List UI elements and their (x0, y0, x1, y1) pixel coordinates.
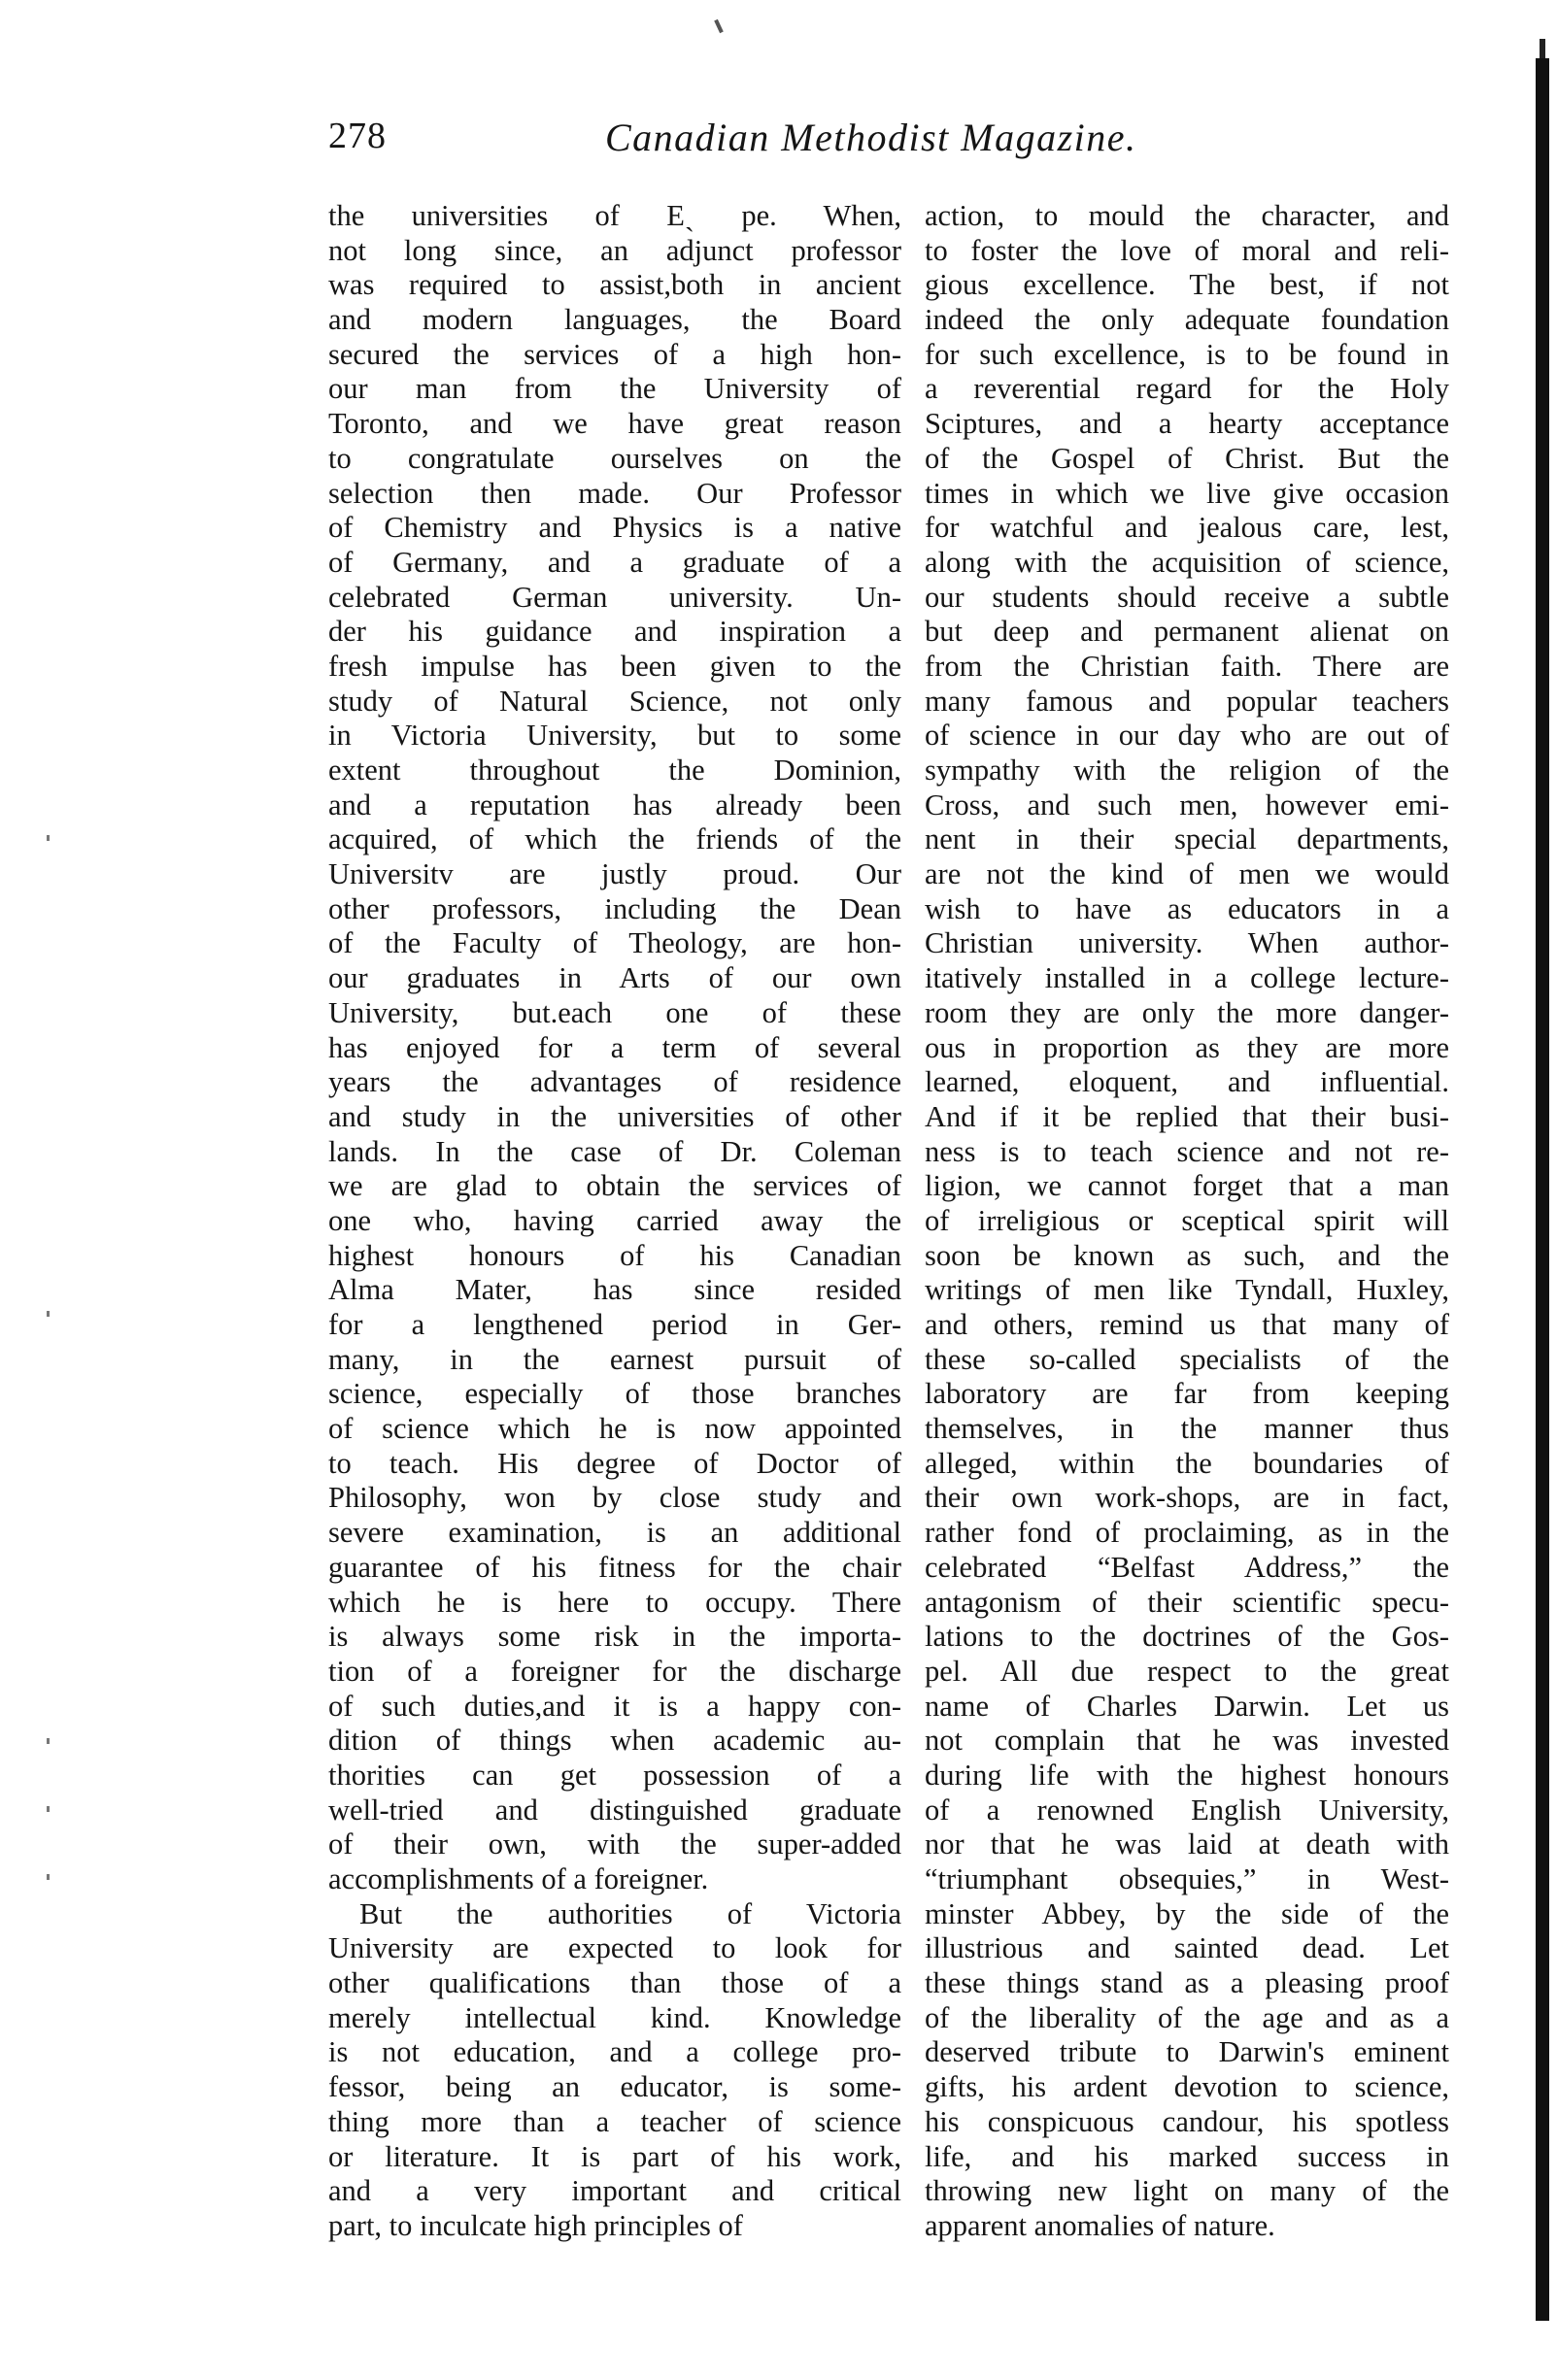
right-text-column (925, 199, 1449, 2244)
text-line: itatively installed in a college lecture- (925, 961, 1449, 995)
text-line: for such excellence, is to be found in (925, 337, 1449, 371)
text-line: one who, having carried away the (328, 1203, 901, 1237)
text-line: life, and his marked success in (925, 2139, 1449, 2173)
text-line: fresh impulse has been given to the (328, 649, 901, 683)
text-line: antagonism of their scientific specu- (925, 1585, 1449, 1619)
text-line: of irreligious or sceptical spirit will (925, 1203, 1449, 1237)
text-line: many famous and popular teachers (925, 684, 1449, 718)
text-line: of the liberality of the age and as a (925, 2000, 1449, 2034)
text-line: along with the acquisition of science, (925, 545, 1449, 579)
text-line: not long since, an adjunct professor (328, 233, 901, 267)
text-line: tion of a foreigner for the discharge (328, 1654, 901, 1688)
text-line: And if it be replied that their busi- (925, 1099, 1449, 1133)
text-line: deserved tribute to Darwin's eminent (925, 2035, 1449, 2069)
text-line: extent throughout the Dominion, (328, 754, 901, 787)
text-line: ligion, we cannot forget that a man (925, 1169, 1449, 1203)
text-line: which he is here to occupy. There (328, 1585, 901, 1619)
text-line: University, but.each one of these (328, 995, 901, 1029)
text-line: of Chemistry and Physics is a native (328, 511, 901, 545)
text-line: nent in their special departments, (925, 822, 1449, 856)
text-line: Christian university. When author- (925, 926, 1449, 960)
text-line: pel. All due respect to the great (925, 1654, 1449, 1688)
scan-speck (47, 1311, 50, 1317)
text-line: to congratulate ourselves on the (328, 441, 901, 475)
text-line: well-tried and distinguished graduate (328, 1793, 901, 1827)
text-line: University are expected to look for (328, 1931, 901, 1965)
scan-speck (47, 1874, 50, 1880)
text-line: der his guidance and inspiration a (328, 615, 901, 649)
text-line: but deep and permanent alienat on (925, 615, 1449, 649)
text-line: science, especially of those branches (328, 1377, 901, 1411)
text-line: for watchful and jealous care, lest, (925, 511, 1449, 545)
text-line: for a lengthened period in Ger- (328, 1308, 901, 1341)
text-line: study of Natural Science, not only (328, 684, 901, 718)
text-line: lands. In the case of Dr. Coleman (328, 1134, 901, 1168)
text-line: of such duties,and it is a happy con- (328, 1689, 901, 1723)
text-line: is not education, and a college pro- (328, 2035, 901, 2069)
text-line: sympathy with the religion of the (925, 754, 1449, 787)
text-line: of Germany, and a graduate of a (328, 545, 901, 579)
text-line: and study in the universities of other (328, 1099, 901, 1133)
scan-speck (47, 1738, 50, 1744)
text-line: guarantee of his fitness for the chair (328, 1550, 901, 1584)
text-line: these so-called specialists of the (925, 1342, 1449, 1376)
text-line: writings of men like Tyndall, Huxley, (925, 1273, 1449, 1307)
text-line: soon be known as such, and the (925, 1238, 1449, 1272)
left-text-column (328, 199, 901, 2244)
text-line: celebrated “Belfast Address,” the (925, 1550, 1449, 1584)
text-line: lations to the doctrines of the Gos- (925, 1620, 1449, 1654)
scan-speck (47, 835, 50, 841)
text-line: illustrious and sainted dead. Let (925, 1931, 1449, 1965)
text-line: room they are only the more danger- (925, 995, 1449, 1029)
text-line: dition of things when academic au- (328, 1724, 901, 1758)
text-line: and a very important and critical (328, 2174, 901, 2208)
text-line: learned, eloquent, and influential. (925, 1065, 1449, 1099)
text-line: gious excellence. The best, if not (925, 268, 1449, 302)
text-line: part, to inculcate high principles of (328, 2208, 743, 2242)
text-line: wish to have as educators in a (925, 891, 1449, 925)
text-line: Toronto, and we have great reason (328, 407, 901, 441)
text-line: other professors, including the Dean (328, 891, 901, 925)
text-line: gifts, his ardent devotion to science, (925, 2070, 1449, 2104)
text-line: Universitv are justly proud. Our (328, 857, 901, 891)
text-line: their own work-shops, are in fact, (925, 1481, 1449, 1515)
text-line: celebrated German university. Un- (328, 580, 901, 614)
text-line: ness is to teach science and not re- (925, 1134, 1449, 1168)
text-line: ous in proportion as they are more (925, 1030, 1449, 1064)
text-line: has enjoyed for a term of several (328, 1030, 901, 1064)
text-line: of science which he is now appointed (328, 1412, 901, 1446)
text-line: name of Charles Darwin. Let us (925, 1689, 1449, 1723)
text-line: action, to mould the character, and (925, 199, 1449, 232)
scan-speck (47, 1806, 50, 1812)
text-line: minster Abbey, by the side of the (925, 1896, 1449, 1930)
page-header (328, 115, 1329, 173)
text-line: from the Christian faith. There are (925, 649, 1449, 683)
text-line: or literature. It is part of his work, (328, 2139, 901, 2173)
text-line: to teach. His degree of Doctor of (328, 1446, 901, 1480)
text-line: indeed the only adequate foundation (925, 303, 1449, 337)
text-line: is always some risk in the importa- (328, 1620, 901, 1654)
text-line: during life with the highest honours (925, 1758, 1449, 1792)
text-line: accomplishments of a foreigner. (328, 1862, 709, 1895)
text-line: years the advantages of residence (328, 1065, 901, 1099)
text-line: the universities of Eˎ pe. When, (328, 199, 901, 232)
text-line: these things stand as a pleasing proof (925, 1966, 1449, 2000)
text-line: times in which we live give occasion (925, 476, 1449, 510)
text-line: we are glad to obtain the services of (328, 1169, 901, 1203)
text-line: apparent anomalies of nature. (925, 2208, 1275, 2242)
margin-specks (47, 0, 66, 2380)
text-line: our graduates in Arts of our own (328, 961, 901, 995)
text-line: But the authorities of Victoria (359, 1896, 901, 1930)
text-line: rather fond of proclaiming, as in the (925, 1516, 1449, 1550)
text-line: of the Gospel of Christ. But the (925, 441, 1449, 475)
binding-edge-shadow (1536, 58, 1549, 2321)
text-line: fessor, being an educator, is some- (328, 2070, 901, 2104)
text-line: of their own, with the super-added (328, 1827, 901, 1861)
text-line: and a reputation has already been (328, 788, 901, 821)
text-line: Sciptures, and a hearty acceptance (925, 407, 1449, 441)
text-line: and modern languages, the Board (328, 303, 901, 337)
text-line: merely intellectual kind. Knowledge (328, 2000, 901, 2034)
text-line: to foster the love of moral and reli- (925, 233, 1449, 267)
text-line: selection then made. Our Professor (328, 476, 901, 510)
text-line: laboratory are far from keeping (925, 1377, 1449, 1411)
running-title: Canadian Methodist Magazine. (605, 116, 1137, 159)
text-line: highest honours of his Canadian (328, 1238, 901, 1272)
text-line: Alma Mater, has since resided (328, 1273, 901, 1307)
text-line: Cross, and such men, however emi- (925, 788, 1449, 821)
text-line: his conspicuous candour, his spotless (925, 2104, 1449, 2138)
text-line: in Victoria University, but to some (328, 719, 901, 753)
page-number: 278 (328, 116, 387, 156)
text-line: acquired, of which the friends of the (328, 822, 901, 856)
scan-speck (714, 19, 724, 33)
text-line: “triumphant obsequies,” in West- (925, 1862, 1449, 1895)
text-line: our man from the University of (328, 372, 901, 406)
text-line: thorities can get possession of a (328, 1758, 901, 1792)
text-line: severe examination, is an additional (328, 1516, 901, 1550)
text-line: throwing new light on many of the (925, 2174, 1449, 2208)
text-line: and others, remind us that many of (925, 1308, 1449, 1341)
text-line: of science in our day who are out of (925, 719, 1449, 753)
text-line: many, in the earnest pursuit of (328, 1342, 901, 1376)
text-line: alleged, within the boundaries of (925, 1446, 1449, 1480)
text-line: secured the services of a high hon- (328, 337, 901, 371)
text-line: of a renowned English University, (925, 1793, 1449, 1827)
text-line: nor that he was laid at death with (925, 1827, 1449, 1861)
text-line: a reverential regard for the Holy (925, 372, 1449, 406)
text-line: was required to assist,both in ancient (328, 268, 901, 302)
text-line: of the Faculty of Theology, are hon- (328, 926, 901, 960)
text-line: our students should receive a subtle (925, 580, 1449, 614)
text-line: not complain that he was invested (925, 1724, 1449, 1758)
text-line: are not the kind of men we would (925, 857, 1449, 891)
text-line: Philosophy, won by close study and (328, 1481, 901, 1515)
text-line: thing more than a teacher of science (328, 2104, 901, 2138)
text-line: other qualifications than those of a (328, 1966, 901, 2000)
text-line: themselves, in the manner thus (925, 1412, 1449, 1446)
